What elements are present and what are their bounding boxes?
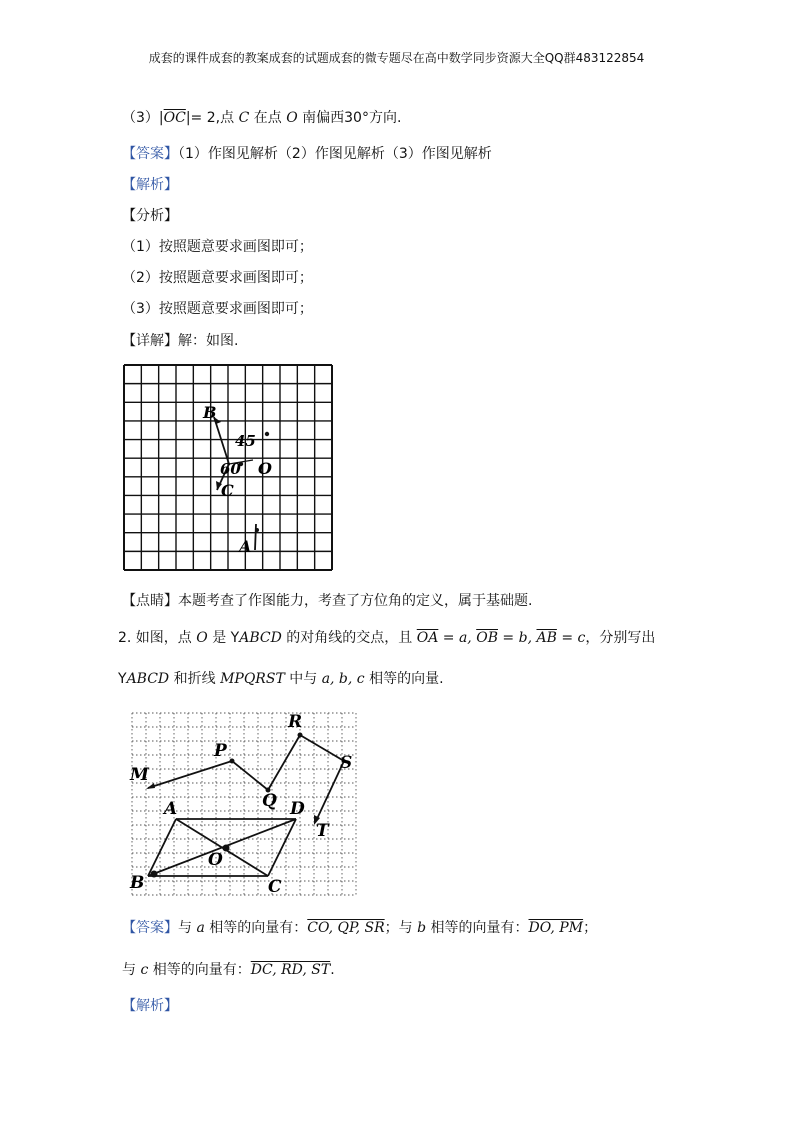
point-o — [223, 845, 230, 852]
detail-tag: 【详解】 — [122, 333, 178, 349]
q1-step-2: （2）按照题意要求画图即可； — [122, 270, 313, 286]
point-r — [298, 733, 303, 738]
text: 在点 — [249, 110, 287, 126]
label-a: A — [239, 537, 252, 556]
label-r: R — [288, 712, 303, 732]
label-45: 45 — [235, 432, 256, 450]
label-m: M — [130, 765, 149, 785]
vector-sr — [300, 735, 344, 761]
label-60: 60 — [220, 460, 241, 478]
q1-jiexi-tag: 【解析】 — [122, 177, 178, 193]
eq-b: = b, — [497, 630, 537, 646]
point-o: O — [196, 630, 208, 646]
text: ,点 — [215, 110, 239, 126]
text: 南偏西 — [297, 110, 345, 126]
text: 相等的向量有： — [426, 920, 529, 936]
vector-c: c — [140, 962, 149, 978]
point-c: C — [238, 110, 250, 126]
answer-tag: 【答案】 — [122, 146, 178, 162]
q1-fenxi-tag: 【分析】 — [122, 208, 178, 224]
label-o: O — [258, 459, 272, 478]
text: ，分别写出 — [585, 630, 656, 646]
label-q: Q — [262, 791, 277, 811]
vector-qp — [232, 761, 268, 790]
text: 与 — [178, 920, 197, 936]
part3-number: （3） — [122, 110, 159, 126]
label-b: B — [203, 403, 217, 422]
text: ； — [583, 920, 598, 936]
label-a: A — [164, 799, 178, 819]
q2-line-2 — [118, 669, 444, 689]
text: 方向. — [368, 110, 402, 126]
abcd: ABCD — [126, 671, 170, 687]
label-b: B — [130, 873, 145, 893]
point-a-dot — [255, 528, 259, 532]
vector-b: b — [417, 920, 427, 936]
vector-qr — [268, 735, 300, 790]
eq-a: = a, — [438, 630, 477, 646]
vector-ob-line — [214, 417, 229, 464]
point-p — [230, 759, 235, 764]
q1-step-3: （3）按照题意要求画图即可； — [122, 301, 313, 317]
parallelogram-symbol: Y — [230, 630, 240, 646]
text: 相等的向量. — [364, 671, 444, 687]
q1-detail — [122, 331, 238, 351]
text: 相等的向量有： — [204, 920, 308, 936]
angle-30: 30° — [344, 110, 369, 126]
label-t: T — [316, 821, 329, 841]
abc: a, b, c — [321, 671, 365, 687]
vectors-equal-c: DC, RD, ST — [250, 962, 331, 978]
text: 相等的向量有： — [148, 962, 251, 978]
label-s: S — [340, 753, 353, 773]
dianjing-text: 本题考查了作图能力，考查了方位角的定义，属于基础题. — [178, 593, 533, 609]
vector-ob: $\overline{OB}$ — [476, 630, 498, 646]
figure-1-grid — [121, 362, 335, 576]
figure-2-parallelogram — [128, 708, 360, 896]
text: 的对角线的交点，且 — [281, 630, 417, 646]
point-o: O — [286, 110, 298, 126]
text: 与 — [122, 962, 141, 978]
detail-text: 解：如图. — [178, 333, 239, 349]
vector-oc: $\overline{OC}$ — [163, 110, 186, 126]
mpqrst: MPQRST — [220, 671, 285, 687]
point-b — [151, 871, 158, 878]
vectors-equal-b: DO, PM — [528, 920, 584, 936]
parallelogram-symbol: Y — [118, 671, 127, 687]
q1-step-1: （1）按照题意要求画图即可； — [122, 239, 313, 255]
vector-pm — [148, 761, 232, 788]
answer-tag: 【答案】 — [122, 920, 178, 936]
q1-answer — [122, 144, 492, 164]
angle-dot — [265, 432, 269, 436]
q1-dianjing — [122, 591, 532, 611]
vectors-equal-a: CO, QP, SR — [307, 920, 385, 936]
text: 是 — [207, 630, 231, 646]
q2-answer-line-2 — [122, 960, 335, 980]
q2-line-1 — [118, 628, 655, 648]
abs-bar: | — [158, 110, 164, 126]
dianjing-tag: 【点睛】 — [122, 593, 178, 609]
vector-ab: $\overline{AB}$ — [536, 630, 557, 646]
label-o: O — [208, 850, 223, 870]
label-c: C — [221, 481, 234, 500]
eq-c: = c — [556, 630, 586, 646]
answer-text: （1）作图见解析（2）作图见解析（3）作图见解析 — [178, 146, 492, 162]
q2-jiexi-tag: 【解析】 — [122, 998, 178, 1014]
vector-oa-line — [255, 524, 256, 550]
label-d: D — [290, 799, 305, 819]
q2-answer-line-1 — [122, 918, 597, 938]
part3-line — [122, 108, 401, 128]
magnitude: |= 2 — [185, 110, 216, 126]
text: 中与 — [284, 671, 322, 687]
text: . — [330, 962, 335, 978]
vector-oa: $\overline{OA}$ — [416, 630, 439, 646]
page-header: 成套的课件成套的教案成套的试题成套的微专题尽在高中数学同步资源大全QQ群483122854 — [148, 51, 645, 65]
label-p: P — [214, 741, 227, 761]
label-c: C — [268, 877, 282, 896]
text: 2. 如图，点 — [118, 630, 197, 646]
text: ；与 — [384, 920, 418, 936]
text: 和折线 — [169, 671, 221, 687]
vector-a: a — [196, 920, 205, 936]
abcd: ABCD — [239, 630, 282, 646]
